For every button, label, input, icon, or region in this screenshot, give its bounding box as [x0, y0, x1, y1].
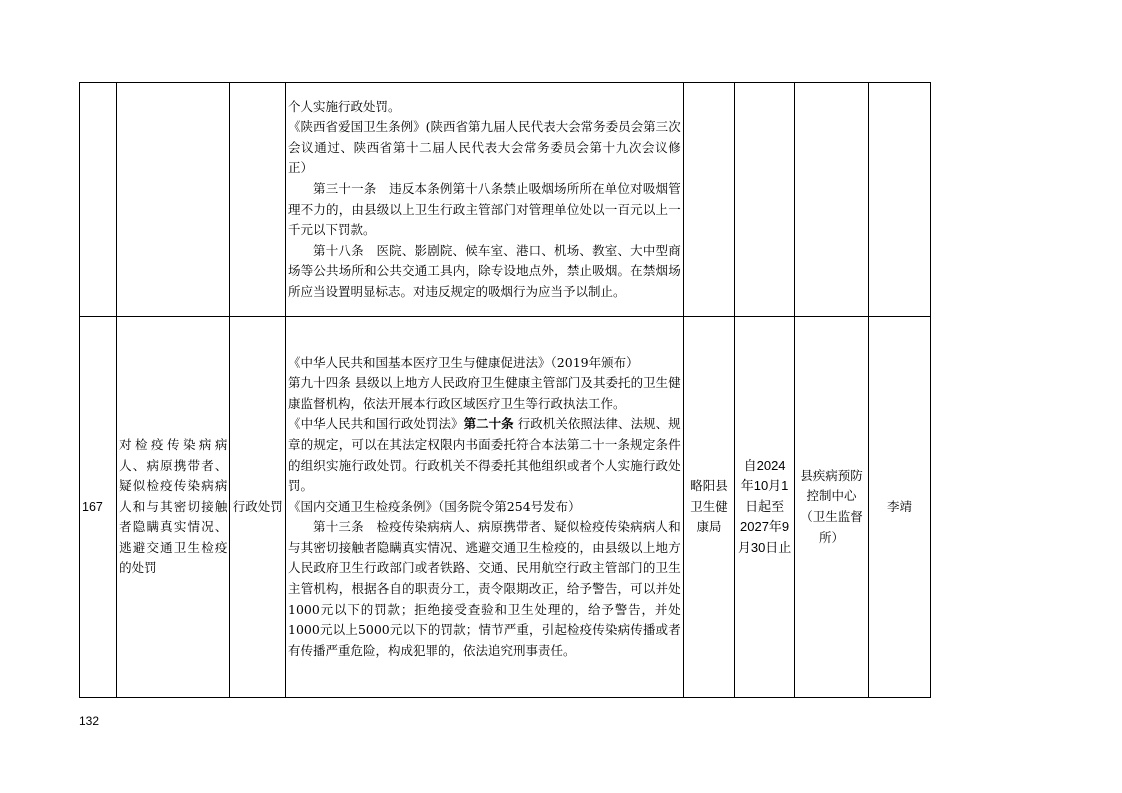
legal-basis: [286, 317, 684, 698]
article-number: 第二十条: [463, 416, 514, 432]
contact-person: [869, 83, 931, 317]
basis-paragraph: [288, 414, 681, 496]
basis-paragraph: 第十八条 医院、影剧院、候车室、港口、机场、教室、大中型商场等公共场所和公共交通工具内，除专设地点外，禁止吸烟。在禁烟场所应当设置明显标志。对违反规定的吸烟行为应当予以制止。: [288, 242, 681, 299]
item-type: 行政处罚: [230, 317, 286, 698]
basis-paragraph: 《中华人民共和国基本医疗卫生与健康促进法》（2019年颁布）: [288, 354, 639, 370]
basis-paragraph: 个人实施行政处罚。: [288, 98, 401, 114]
basis-paragraph: 第十三条 检疫传染病病人、病原携带者、疑似检疫传染病病人和与其密切接触者隐瞒真实情况、逃避交通卫生检疫的，由县级以上地方人民政府卫生行政部门或者铁路、交通、民用航空行政主管部门的卫生主管机构，根据各自的职责分工，责令限期改正，给予警告，可以并处1000元以下的罚款；拒绝接受查验和卫生处理的，给予警告，并处1000元以上5000元以下的罚款；情节严重，引起检疫传染病传播或者有传播严重危险，构成犯罪的，依法追究刑事责任。: [288, 519, 681, 658]
entrusted-org: 县疾病预防控制中心（卫生监督所）: [794, 317, 868, 698]
page-number: 132: [79, 714, 100, 728]
row-number: [80, 83, 117, 317]
item-name: [117, 83, 230, 317]
law-title: 《中华人民共和国行政处罚法》: [288, 416, 464, 432]
basis-paragraph: 《陕西省爱国卫生条例》(陕西省第九届人民代表大会常务委员会第三次会议通过、陕西省第十二届人民代表大会常务委员会第十九次会议修正）: [288, 119, 681, 176]
table-row: [80, 83, 931, 317]
article-text: 行政机关依照法律、法规、规章的规定，可以在其法定权限内书面委托符合本法第二十一条规定条件的组织实施行政处罚。行政机关不得委托其他组织或者个人实施行政处罚。: [288, 416, 681, 494]
item-name: 对检疫传染病病人、病原携带者、疑似检疫传染病病人和与其密切接触者隐瞒真实情况、逃避交通卫生检疫的处罚: [117, 317, 230, 698]
entrust-period: 自2024年10月1日起至2027年9月30日止: [735, 317, 795, 698]
issuing-org: [683, 83, 735, 317]
basis-paragraph: 第三十一条 违反本条例第十八条禁止吸烟场所所在单位对吸烟管理不力的，由县级以上卫生行政主管部门对管理单位处以一百元以上一千元以下罚款。: [288, 180, 681, 238]
issuing-org: 略阳县卫生健康局: [683, 317, 735, 698]
entrusted-org: [794, 83, 868, 317]
basis-paragraph: 《国内交通卫生检疫条例》（国务院令第254号发布）: [288, 498, 581, 514]
legal-basis: [286, 83, 684, 317]
table-row: [80, 317, 931, 698]
basis-paragraph: 第九十四条 县级以上地方人民政府卫生健康主管部门及其委托的卫生健康监督机构，依法开展本行政区域医疗卫生等行政执法工作。: [288, 375, 681, 411]
enforcement-table: [79, 82, 931, 698]
contact-person: 李靖: [869, 317, 931, 698]
entrust-period: [735, 83, 795, 317]
row-number: 167: [80, 317, 117, 698]
item-type: [230, 83, 286, 317]
